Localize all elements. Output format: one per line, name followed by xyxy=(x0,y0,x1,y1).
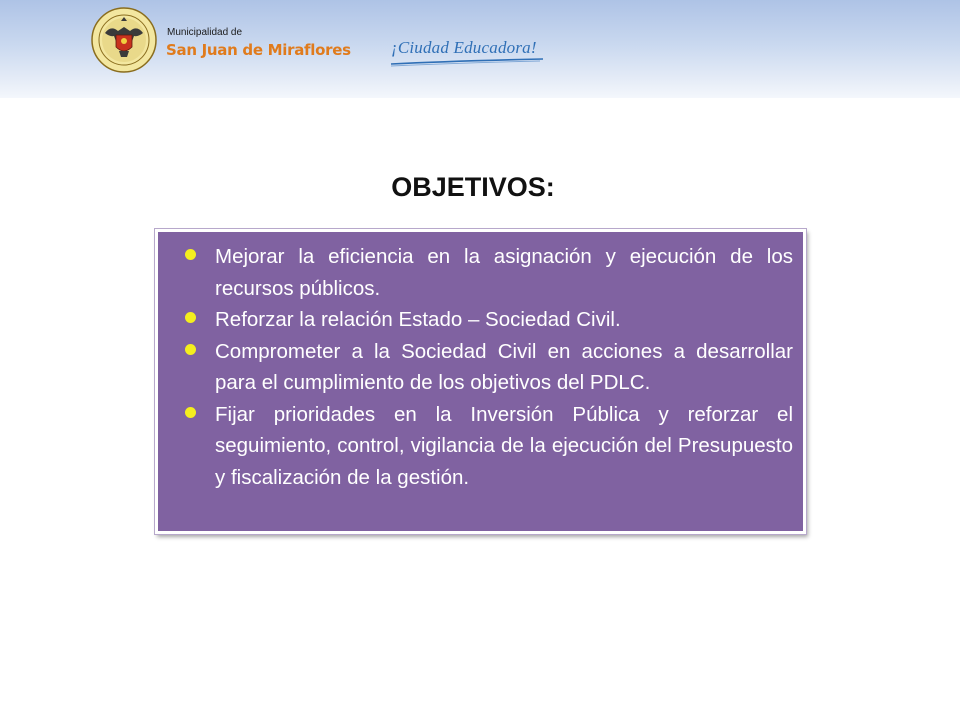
objective-item xyxy=(215,399,793,494)
objective-item xyxy=(215,304,793,336)
bullet-icon xyxy=(185,344,196,355)
objective-text: Comprometer a la Sociedad Civil en acciones a desarrollar para el cumplimiento de los objetivos del PDLC. xyxy=(215,339,793,394)
objective-item xyxy=(215,241,793,304)
objectives-list xyxy=(215,241,793,493)
page-title: OBJETIVOS: xyxy=(391,172,555,202)
objective-text: Fijar prioridades en la Inversión Pública y reforzar el seguimiento, control, vigilancia de la ejecución del Presupuesto y fiscalización de la gestión. xyxy=(215,402,793,489)
objective-item xyxy=(215,336,793,399)
header-band xyxy=(0,0,960,98)
bullet-icon xyxy=(185,249,196,260)
objective-text: Reforzar la relación Estado – Sociedad Civil. xyxy=(215,308,621,331)
municipal-seal-icon xyxy=(91,7,157,73)
municipality-prefix: Municipalidad de xyxy=(167,27,243,38)
slogan-text: ¡Ciudad Educadora! xyxy=(391,38,537,57)
slogan-underline xyxy=(390,58,544,68)
objectives-box xyxy=(155,229,806,534)
bullet-icon xyxy=(185,312,196,323)
bullet-icon xyxy=(185,407,196,418)
objective-text: Mejorar la eficiencia en la asignación y ejecución de los recursos públicos. xyxy=(215,245,793,300)
municipality-name: San Juan de Miraflores xyxy=(166,41,351,59)
